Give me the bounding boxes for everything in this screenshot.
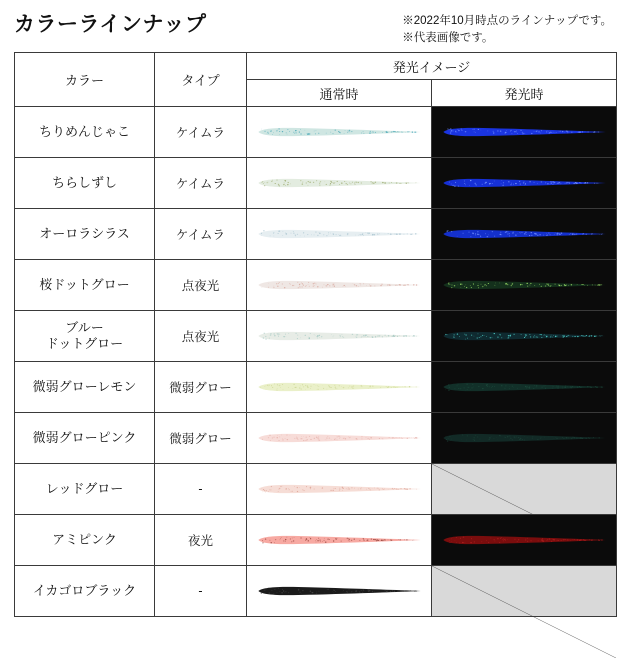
table-row <box>15 464 617 515</box>
cell-image-glow <box>432 209 617 260</box>
cell-color-name: 桜ドットグロー <box>15 260 155 311</box>
cell-type: ケイムラ <box>155 158 247 209</box>
lure-image-glow <box>440 381 608 394</box>
cell-image-normal <box>247 362 432 413</box>
cell-color-name: アミピンク <box>15 515 155 566</box>
cell-image-glow <box>432 158 617 209</box>
col-header-image-group: 発光イメージ <box>247 53 617 80</box>
table-row <box>15 362 617 413</box>
cell-image-normal <box>247 566 432 617</box>
lure-image-normal <box>255 279 423 292</box>
lure-image-normal <box>255 330 423 343</box>
table-row <box>15 311 617 362</box>
cell-image-glow <box>432 464 617 515</box>
table-row <box>15 260 617 311</box>
table-row <box>15 158 617 209</box>
cell-image-glow <box>432 566 617 617</box>
cell-type: - <box>155 464 247 515</box>
empty-slash-icon <box>432 566 616 658</box>
lure-image-normal <box>255 177 423 190</box>
cell-image-normal <box>247 515 432 566</box>
cell-image-glow <box>432 107 617 158</box>
cell-image-normal <box>247 464 432 515</box>
cell-color-name: レッドグロー <box>15 464 155 515</box>
lure-image-glow <box>440 126 608 139</box>
page-title: カラーラインナップ <box>14 13 207 36</box>
cell-image-glow <box>432 260 617 311</box>
table-body <box>15 107 617 617</box>
cell-type: ケイムラ <box>155 209 247 260</box>
cell-image-normal <box>247 260 432 311</box>
header-row-1 <box>15 53 617 80</box>
cell-color-name: ちらしずし <box>15 158 155 209</box>
lure-image-glow <box>440 279 608 292</box>
lure-image-normal <box>255 126 423 139</box>
cell-image-normal <box>247 311 432 362</box>
cell-type: 点夜光 <box>155 260 247 311</box>
table-row <box>15 107 617 158</box>
col-header-normal: 通常時 <box>247 80 432 107</box>
lure-image-glow <box>440 534 608 547</box>
cell-color-name: イカゴロブラック <box>15 566 155 617</box>
cell-type: 夜光 <box>155 515 247 566</box>
header-notes <box>402 10 616 46</box>
table-row <box>15 413 617 464</box>
lure-image-glow <box>440 228 608 241</box>
col-header-glow: 発光時 <box>432 80 617 107</box>
cell-image-normal <box>247 158 432 209</box>
cell-image-normal <box>247 413 432 464</box>
col-header-type: タイプ <box>155 53 247 107</box>
cell-image-glow <box>432 515 617 566</box>
table-row <box>15 515 617 566</box>
cell-type: 微弱グロー <box>155 362 247 413</box>
cell-type: 点夜光 <box>155 311 247 362</box>
cell-color-name: オーロラシラス <box>15 209 155 260</box>
lure-image-glow <box>440 432 608 445</box>
table-row <box>15 209 617 260</box>
lure-image-normal <box>255 228 423 241</box>
cell-image-glow <box>432 362 617 413</box>
cell-color-name: 微弱グローピンク <box>15 413 155 464</box>
cell-color-name: ブルー ドットグロー <box>15 311 155 362</box>
note-line-2: ※代表画像です。 <box>402 31 494 44</box>
cell-color-name: ちりめんじゃこ <box>15 107 155 158</box>
cell-color-name: 微弱グローレモン <box>15 362 155 413</box>
cell-type: 微弱グロー <box>155 413 247 464</box>
lure-image-normal <box>255 585 423 598</box>
lineup-table <box>14 52 617 617</box>
lure-image-normal <box>255 381 423 394</box>
lure-image-glow <box>440 177 608 190</box>
page-header <box>14 10 616 46</box>
cell-image-glow <box>432 311 617 362</box>
lure-image-glow <box>440 330 608 343</box>
lure-image-normal <box>255 432 423 445</box>
table-head <box>15 53 617 107</box>
cell-image-glow <box>432 413 617 464</box>
table-row <box>15 566 617 617</box>
note-line-1: ※2022年10月時点のラインナップです。 <box>402 15 612 27</box>
col-header-color: カラー <box>15 53 155 107</box>
cell-type: ケイムラ <box>155 107 247 158</box>
cell-image-normal <box>247 209 432 260</box>
cell-image-normal <box>247 107 432 158</box>
cell-type: - <box>155 566 247 617</box>
lure-image-normal <box>255 483 423 496</box>
lure-image-normal <box>255 534 423 547</box>
